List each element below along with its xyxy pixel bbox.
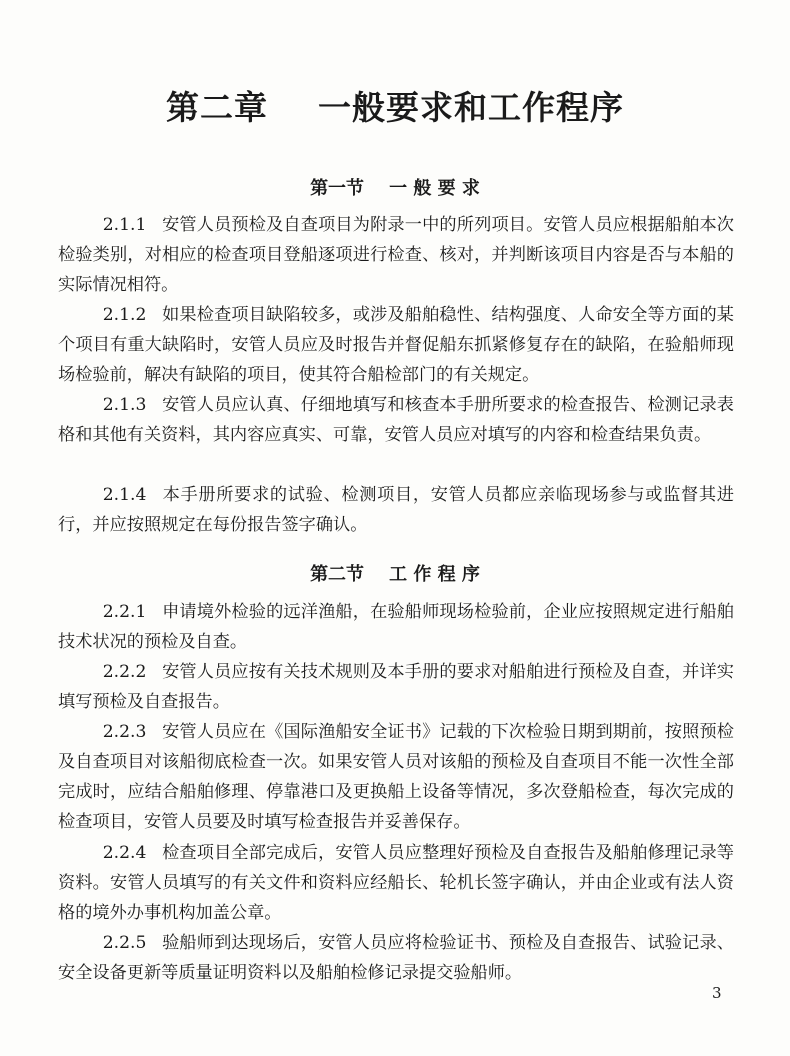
paragraph-number: 2.2.3 — [102, 722, 147, 742]
paragraph-2-1-4 — [58, 480, 734, 540]
paragraph-text: 检查项目全部完成后，安管人员应整理好预检及自查报告及船舶修理记录等资料。安管人员填写的有关文件和资料应经船长、轮机长签字确认，并由企业或有法人资格的境外办事机构加盖公章。 — [58, 843, 734, 923]
paragraph-text: 本手册所要求的试验、检测项目，安管人员都应亲临现场参与或监督其进行，并应按照规定在每份报告签字确认。 — [58, 485, 734, 535]
paragraph-number: 2.1.3 — [102, 395, 147, 415]
paragraph-number: 2.2.5 — [102, 933, 147, 953]
paragraph-2-2-5 — [58, 928, 734, 988]
chapter-title: 第二章 一般要求和工作程序 — [166, 88, 624, 127]
paragraph-number: 2.1.2 — [102, 305, 147, 325]
paragraph-text: 安管人员预检及自查项目为附录一中的所列项目。安管人员应根据船舶本次检验类别，对相应的检查项目登船逐项进行检查、核对，并判断该项目内容是否与本船的实际情况相符。 — [58, 215, 734, 295]
paragraph-2-2-2 — [58, 657, 734, 717]
paragraph-number: 2.1.4 — [102, 485, 147, 505]
paragraph-text: 如果检查项目缺陷较多，或涉及船舶稳性、结构强度、人命安全等方面的某个项目有重大缺陷时，安管人员应及时报告并督促船东抓紧修复存在的缺陷，在验船师现场检验前，解决有缺陷的项目，使其符合船检部门的有关规定。 — [58, 305, 734, 385]
paragraph-2-1-1 — [58, 210, 734, 300]
paragraph-text: 安管人员应按有关技术规则及本手册的要求对船舶进行预检及自查，并详实填写预检及自查报告。 — [58, 662, 734, 712]
paragraph-text: 验船师到达现场后，安管人员应将检验证书、预检及自查报告、试验记录、安全设备更新等质量证明资料以及船舶检修记录提交验船师。 — [58, 933, 734, 983]
paragraph-number: 2.2.2 — [102, 662, 147, 682]
section-title-general-requirements: 第一节 一 般 要 求 — [310, 178, 480, 199]
paragraph-number: 2.2.4 — [102, 843, 147, 863]
paragraph-2-2-4 — [58, 838, 734, 928]
paragraph-2-2-1 — [58, 597, 734, 657]
paragraph-number: 2.1.1 — [102, 215, 147, 235]
paragraph-text: 申请境外检验的远洋渔船，在验船师现场检验前，企业应按照规定进行船舶技术状况的预检及自查。 — [58, 602, 734, 652]
paragraph-text: 安管人员应在《国际渔船安全证书》记载的下次检验日期到期前，按照预检及自查项目对该船彻底检查一次。如果安管人员对该船的预检及自查项目不能一次性全部完成时，应结合船舶修理、停靠港口及更换船上设备等情况，多次登船检查，每次完成的检查项目，安管人员要及时填写检查报告并妥善保存。 — [58, 722, 734, 832]
page-number: 3 — [712, 984, 722, 1002]
paragraph-2-2-3 — [58, 717, 734, 837]
paragraph-2-1-3 — [58, 390, 734, 450]
paragraph-number: 2.2.1 — [102, 602, 147, 622]
paragraph-2-1-2 — [58, 300, 734, 390]
section-title-work-procedure: 第二节 工 作 程 序 — [310, 564, 480, 585]
paragraph-text: 安管人员应认真、仔细地填写和核查本手册所要求的检查报告、检测记录表格和其他有关资料，其内容应真实、可靠，安管人员应对填写的内容和检查结果负责。 — [58, 395, 734, 445]
